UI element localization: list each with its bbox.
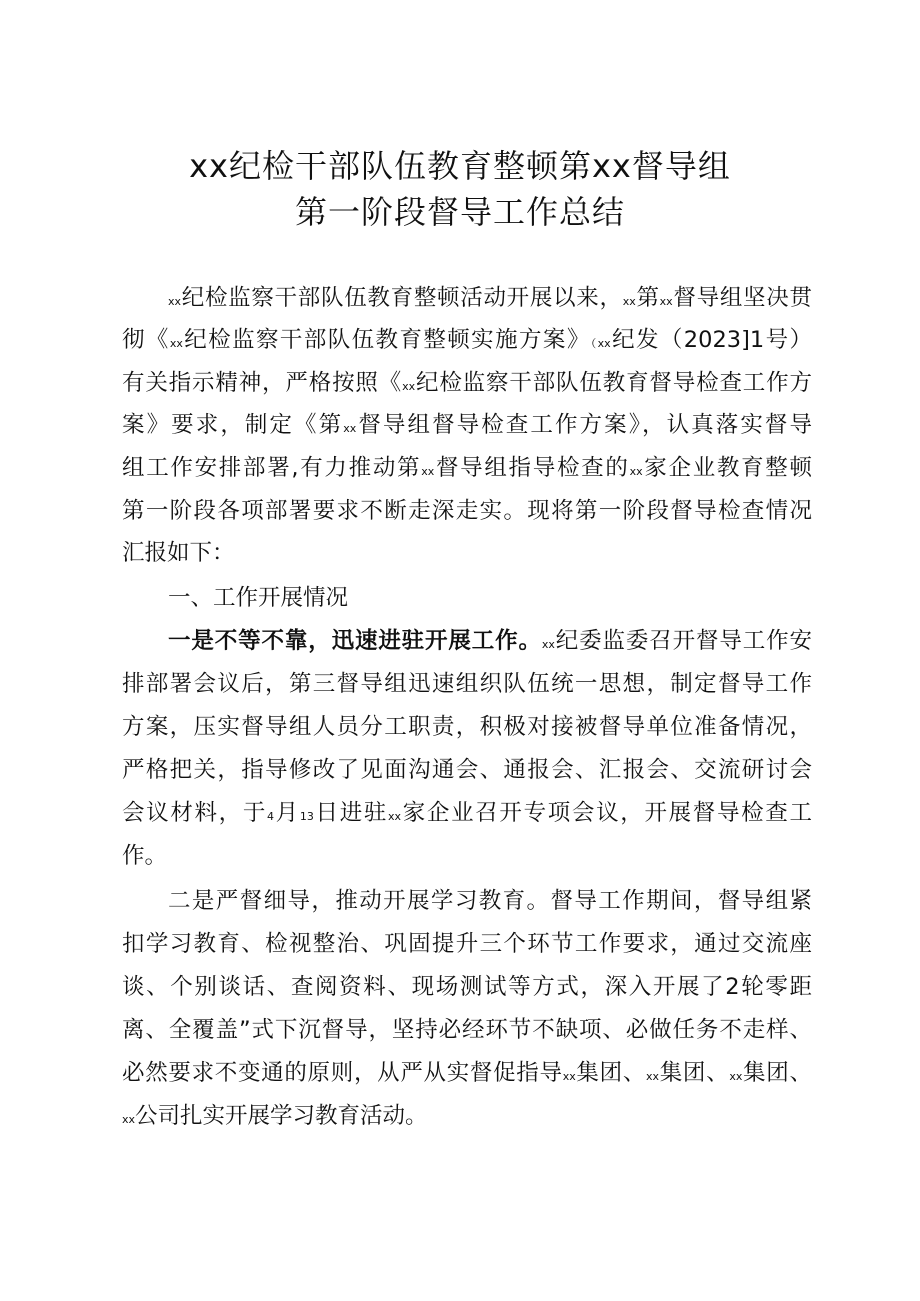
para1-line-2: 排部署会议后，第三督导组迅速组织队伍统一思想，制定督导工作 <box>122 671 812 697</box>
para2-text: 必然要求不变通的原则，从严从实督促指导 <box>122 1060 563 1086</box>
placeholder-xx: xx <box>421 465 435 478</box>
intro-text: 案》要求，制定《第 <box>122 412 344 438</box>
intro-text: 彻《 <box>122 327 170 353</box>
para1-text: 日进驻 <box>313 800 389 826</box>
placeholder-xx: xx <box>646 1070 660 1083</box>
para1-text: 会议材料，于 <box>122 800 268 826</box>
placeholder-xx: xx <box>402 380 416 393</box>
para1-line-5 <box>122 798 812 832</box>
para2-text: 集团、 <box>659 1060 730 1086</box>
intro-text: 督导组坚决贯 <box>672 285 812 311</box>
para1-line-4: 严格把关，指导修改了见面沟通会、通报会、汇报会、交流研讨会 <box>122 757 812 783</box>
small-number: 4 <box>267 810 275 823</box>
placeholder-xx: xx <box>388 810 402 823</box>
intro-line-6: 第一阶段各项部署要求不断走深走实。现将第一阶段督导检查情况 <box>122 498 812 524</box>
placeholder-xx: xx <box>629 465 643 478</box>
intro-line-3 <box>122 368 812 402</box>
intro-text: 家企业教育整顿 <box>642 455 812 481</box>
para1-line-6: 作。 <box>122 843 168 869</box>
para2-line-3: 谈、个别谈话、查阅资料、现场测试等方式，深入开展了2轮零距 <box>122 974 812 1000</box>
intro-text: 纪检监察干部队伍教育整顿活动开展以来， <box>181 285 623 311</box>
intro-line-4 <box>122 410 812 444</box>
para1-text: 纪委监委召开督导工作安 <box>554 628 812 654</box>
placeholder-xx: xx <box>622 295 636 308</box>
small-number: 13 <box>299 810 314 823</box>
placeholder-xx: xx <box>122 1113 136 1126</box>
para1-text: 家企业召开专项会议，开展督导检查工 <box>401 800 812 826</box>
intro-line-7: 汇报如下： <box>122 540 235 566</box>
intro-text: 纪检监察干部队伍教育督导检查工作方 <box>415 370 812 396</box>
placeholder-xx: （xx <box>590 337 611 350</box>
intro-text: 督导组指导检查的 <box>434 455 630 481</box>
para2-text: 公司扎实开展学习教育活动。 <box>135 1103 428 1129</box>
para2-line-2: 扣学习教育、检视整治、巩固提升三个环节工作要求，通过交流座 <box>122 931 812 957</box>
section-heading-1: 一、工作开展情况 <box>168 585 349 611</box>
para2-text: 集团、 <box>742 1060 812 1086</box>
placeholder-xx: xx <box>343 422 357 435</box>
placeholder-xx: xx <box>562 1070 576 1083</box>
para2-line-6 <box>122 1101 812 1135</box>
placeholder-xx: xx <box>659 295 673 308</box>
para1-line-3: 方案，压实督导组人员分工职责，积极对接被督导单位准备情况， <box>122 714 812 740</box>
intro-line-2 <box>122 325 812 359</box>
intro-text: 第 <box>635 285 660 311</box>
placeholder-xx: xx <box>541 638 555 651</box>
para1-text: 月 <box>274 800 300 826</box>
placeholder-xx: xx <box>729 1070 743 1083</box>
document-title-line-1: xx纪检干部队伍教育整顿第xx督导组 <box>189 147 731 185</box>
intro-text: 督导组督导检查工作方案》，认真落实督导 <box>356 412 812 438</box>
para2-line-5 <box>122 1058 812 1092</box>
para1-lead-bold: 一是不等不靠，迅速进驻开展工作。 <box>168 628 542 654</box>
intro-text: 有关指示精神，严格按照《 <box>122 370 403 396</box>
intro-text: 纪发（2023]1号） <box>610 327 812 353</box>
intro-line-5 <box>122 453 812 487</box>
intro-text: 组工作安排部署,有力推动第 <box>122 455 422 481</box>
document-title-line-2: 第一阶段督导工作总结 <box>294 193 625 231</box>
para2-line-1: 二是严督细导，推动开展学习教育。督导工作期间，督导组紧 <box>168 888 812 914</box>
para2-line-4: 离、全覆盖”式下沉督导，坚持必经环节不缺项、必做任务不走样、 <box>122 1017 812 1043</box>
placeholder-xx: xx <box>169 337 183 350</box>
para2-text: 集团、 <box>575 1060 647 1086</box>
intro-line-1 <box>168 283 812 317</box>
para1-line-1 <box>168 626 812 660</box>
intro-text: 纪检监察干部队伍教育整顿实施方案》 <box>182 327 591 353</box>
placeholder-xx: xx <box>168 295 182 308</box>
